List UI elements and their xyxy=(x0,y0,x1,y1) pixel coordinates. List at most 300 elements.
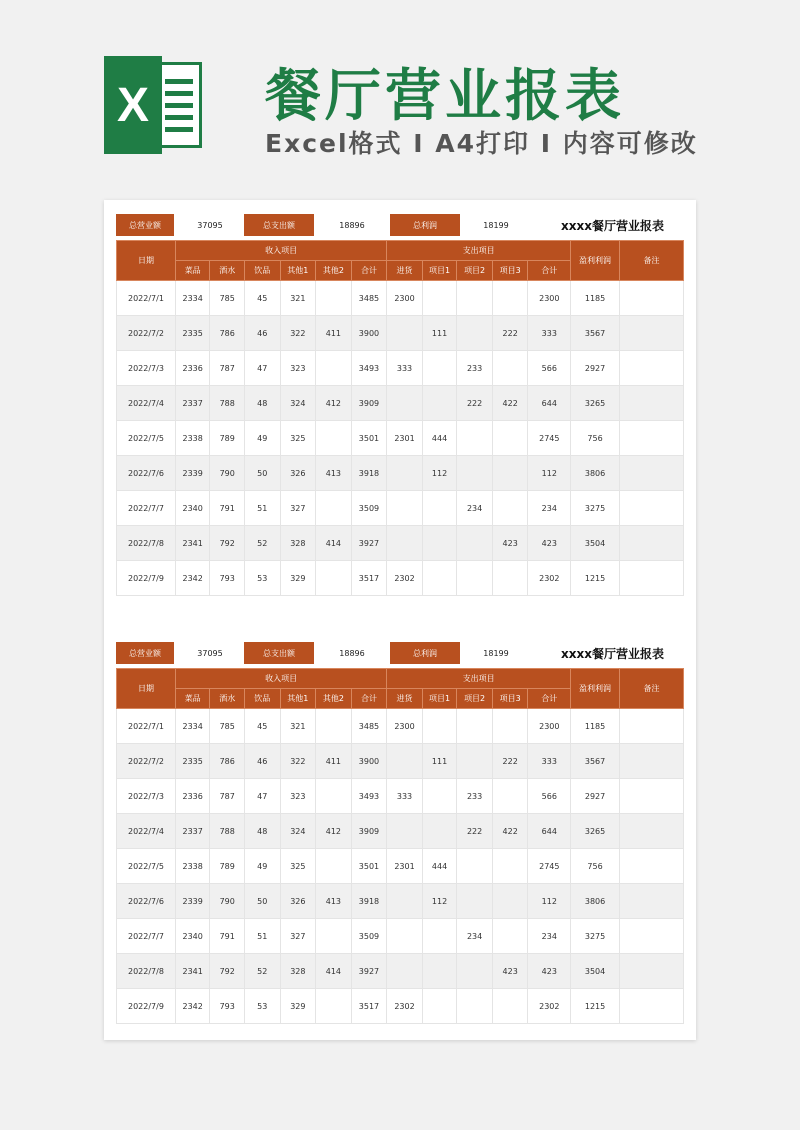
table-cell: 3265 xyxy=(571,386,620,421)
table-cell: 2022/7/7 xyxy=(117,919,176,954)
total-expense-value: 18896 xyxy=(339,648,365,658)
table-cell xyxy=(422,386,457,421)
table-cell xyxy=(619,386,683,421)
table-cell xyxy=(457,954,493,989)
table-row xyxy=(117,779,684,814)
table-cell: 3918 xyxy=(351,884,387,919)
table-cell: 2745 xyxy=(528,421,571,456)
table-cell: 644 xyxy=(528,814,571,849)
table-cell: 48 xyxy=(244,814,280,849)
table-cell: 2341 xyxy=(175,526,210,561)
table-cell xyxy=(457,561,493,596)
table-cell xyxy=(457,281,493,316)
table-cell: 323 xyxy=(280,351,316,386)
table-cell: 3493 xyxy=(351,351,387,386)
table-cell: 53 xyxy=(244,989,280,1024)
table-cell xyxy=(422,281,457,316)
table-cell: 2302 xyxy=(528,561,571,596)
table-cell: 792 xyxy=(210,526,245,561)
table-cell: 52 xyxy=(244,526,280,561)
table-cell: 566 xyxy=(528,351,571,386)
table-cell: 234 xyxy=(528,919,571,954)
table-cell: 786 xyxy=(210,744,245,779)
table-cell: 787 xyxy=(210,351,245,386)
table-cell xyxy=(422,351,457,386)
table-cell xyxy=(619,919,683,954)
table-cell xyxy=(316,351,352,386)
header-income-col: 合计 xyxy=(351,689,387,709)
table-cell: 3567 xyxy=(571,316,620,351)
table-cell: 791 xyxy=(210,491,245,526)
table-cell: 2300 xyxy=(528,281,571,316)
table-cell xyxy=(492,849,528,884)
table-cell: 329 xyxy=(280,989,316,1024)
table-cell: 756 xyxy=(571,849,620,884)
table-cell xyxy=(422,954,457,989)
table-cell xyxy=(457,709,493,744)
table-cell xyxy=(387,456,423,491)
table-cell: 3501 xyxy=(351,421,387,456)
table-row xyxy=(117,561,684,596)
table-cell: 785 xyxy=(210,709,245,744)
table-cell xyxy=(422,814,457,849)
table-cell xyxy=(316,919,352,954)
table-cell xyxy=(619,421,683,456)
table-cell: 1215 xyxy=(571,989,620,1024)
table-cell: 2022/7/8 xyxy=(117,954,176,989)
table-cell xyxy=(387,954,423,989)
table-cell: 325 xyxy=(280,849,316,884)
table-cell: 3509 xyxy=(351,491,387,526)
table-cell: 52 xyxy=(244,954,280,989)
table-cell: 327 xyxy=(280,919,316,954)
header-expense-group: 支出项目 xyxy=(387,241,571,261)
page-title: 餐厅营业报表 xyxy=(265,64,625,129)
table-cell: 786 xyxy=(210,316,245,351)
table-cell xyxy=(387,316,423,351)
table-cell xyxy=(387,919,423,954)
table-row xyxy=(117,456,684,491)
table-cell: 222 xyxy=(457,814,493,849)
table-cell xyxy=(387,526,423,561)
table-row xyxy=(117,281,684,316)
table-cell: 3485 xyxy=(351,281,387,316)
table-cell: 2334 xyxy=(175,281,210,316)
table-cell: 566 xyxy=(528,779,571,814)
table-cell: 785 xyxy=(210,281,245,316)
table-cell: 3806 xyxy=(571,456,620,491)
table-cell: 2927 xyxy=(571,351,620,386)
table-cell: 322 xyxy=(280,316,316,351)
header-income-group: 收入项目 xyxy=(175,669,386,689)
table-cell: 414 xyxy=(316,954,352,989)
table-row xyxy=(117,744,684,779)
page-subtitle: Excel格式 I A4打印 I 内容可修改 xyxy=(265,129,698,158)
total-profit-label: 总利润 xyxy=(390,214,460,236)
table-cell xyxy=(619,526,683,561)
table-cell: 111 xyxy=(422,316,457,351)
table-cell xyxy=(619,281,683,316)
header-income-col: 饮品 xyxy=(244,689,280,709)
table-cell xyxy=(492,281,528,316)
report-table xyxy=(116,668,684,1024)
table-cell: 327 xyxy=(280,491,316,526)
header-note: 备注 xyxy=(619,669,683,709)
table-cell: 2337 xyxy=(175,386,210,421)
table-cell: 53 xyxy=(244,561,280,596)
table-cell: 2022/7/6 xyxy=(117,884,176,919)
table-cell: 2302 xyxy=(387,561,423,596)
header-expense-col: 项目2 xyxy=(457,261,493,281)
table-cell: 2301 xyxy=(387,421,423,456)
table-cell: 2341 xyxy=(175,954,210,989)
header-expense-col: 进货 xyxy=(387,689,423,709)
table-cell: 3567 xyxy=(571,744,620,779)
table-cell: 333 xyxy=(387,351,423,386)
table-cell: 112 xyxy=(422,456,457,491)
table-cell xyxy=(457,884,493,919)
table-cell: 323 xyxy=(280,779,316,814)
header-income-col: 其他1 xyxy=(280,261,316,281)
table-cell: 234 xyxy=(528,491,571,526)
header-expense-col: 合计 xyxy=(528,261,571,281)
table-cell: 3509 xyxy=(351,919,387,954)
table-row xyxy=(117,386,684,421)
table-cell xyxy=(619,954,683,989)
table-cell xyxy=(619,709,683,744)
table-cell xyxy=(316,421,352,456)
table-cell xyxy=(492,989,528,1024)
table-cell: 2022/7/4 xyxy=(117,386,176,421)
table-cell xyxy=(422,919,457,954)
table-cell: 47 xyxy=(244,351,280,386)
table-cell: 2022/7/1 xyxy=(117,281,176,316)
table-cell: 3918 xyxy=(351,456,387,491)
table-row xyxy=(117,814,684,849)
table-cell: 2745 xyxy=(528,849,571,884)
table-cell xyxy=(387,386,423,421)
table-cell xyxy=(492,919,528,954)
table-cell: 2022/7/9 xyxy=(117,561,176,596)
table-cell xyxy=(422,561,457,596)
table-cell xyxy=(619,561,683,596)
table-cell xyxy=(316,779,352,814)
table-cell: 50 xyxy=(244,456,280,491)
table-cell: 423 xyxy=(492,526,528,561)
table-cell: 45 xyxy=(244,281,280,316)
table-cell: 2302 xyxy=(387,989,423,1024)
header-income-group: 收入项目 xyxy=(175,241,386,261)
table-cell: 2340 xyxy=(175,491,210,526)
total-expense-value: 18896 xyxy=(339,220,365,230)
table-cell: 326 xyxy=(280,884,316,919)
table-cell xyxy=(316,709,352,744)
table-cell: 2022/7/9 xyxy=(117,989,176,1024)
table-cell: 329 xyxy=(280,561,316,596)
table-cell: 234 xyxy=(457,491,493,526)
table-cell xyxy=(492,709,528,744)
table-cell: 444 xyxy=(422,849,457,884)
table-cell: 46 xyxy=(244,316,280,351)
table-cell: 49 xyxy=(244,421,280,456)
table-cell xyxy=(387,491,423,526)
header-income-col: 其他2 xyxy=(316,261,352,281)
table-cell: 793 xyxy=(210,561,245,596)
table-cell xyxy=(619,989,683,1024)
table-cell: 328 xyxy=(280,954,316,989)
table-cell xyxy=(316,491,352,526)
table-cell: 789 xyxy=(210,421,245,456)
table-cell: 2335 xyxy=(175,744,210,779)
table-cell xyxy=(619,849,683,884)
table-cell: 234 xyxy=(457,919,493,954)
table-cell: 3265 xyxy=(571,814,620,849)
table-cell: 324 xyxy=(280,814,316,849)
table-cell: 411 xyxy=(316,316,352,351)
total-profit-value: 18199 xyxy=(483,220,509,230)
table-cell: 112 xyxy=(422,884,457,919)
table-cell: 2337 xyxy=(175,814,210,849)
table-cell: 3517 xyxy=(351,561,387,596)
table-cell xyxy=(492,779,528,814)
table-cell: 2022/7/2 xyxy=(117,744,176,779)
table-cell xyxy=(492,561,528,596)
report-title: xxxx餐厅营业报表 xyxy=(561,218,664,233)
table-row xyxy=(117,526,684,561)
table-cell: 2340 xyxy=(175,919,210,954)
table-cell xyxy=(316,281,352,316)
table-cell xyxy=(457,744,493,779)
table-cell xyxy=(492,884,528,919)
table-cell: 222 xyxy=(457,386,493,421)
table-cell: 51 xyxy=(244,919,280,954)
table-cell: 2022/7/5 xyxy=(117,849,176,884)
table-cell xyxy=(457,421,493,456)
table-cell: 756 xyxy=(571,421,620,456)
header-expense-col: 项目3 xyxy=(492,261,528,281)
table-cell: 2338 xyxy=(175,421,210,456)
header-income-col: 酒水 xyxy=(210,261,245,281)
table-row xyxy=(117,989,684,1024)
table-cell xyxy=(619,316,683,351)
table-row xyxy=(117,849,684,884)
table-cell: 2302 xyxy=(528,989,571,1024)
header-expense-col: 合计 xyxy=(528,689,571,709)
report-block xyxy=(116,642,684,1024)
header-note: 备注 xyxy=(619,241,683,281)
table-cell: 1185 xyxy=(571,281,620,316)
table-cell: 222 xyxy=(492,744,528,779)
total-profit-value: 18199 xyxy=(483,648,509,658)
table-cell: 2334 xyxy=(175,709,210,744)
table-cell: 413 xyxy=(316,884,352,919)
table-cell xyxy=(619,491,683,526)
table-cell: 790 xyxy=(210,884,245,919)
header-expense-col: 项目1 xyxy=(422,689,457,709)
table-cell: 3517 xyxy=(351,989,387,1024)
table-cell: 411 xyxy=(316,744,352,779)
table-cell: 2338 xyxy=(175,849,210,884)
table-cell: 51 xyxy=(244,491,280,526)
table-cell: 3275 xyxy=(571,491,620,526)
table-cell xyxy=(619,779,683,814)
summary-bar xyxy=(116,214,684,236)
total-revenue-value: 37095 xyxy=(197,220,223,230)
table-cell: 2022/7/3 xyxy=(117,351,176,386)
table-cell: 328 xyxy=(280,526,316,561)
table-cell: 2300 xyxy=(387,709,423,744)
table-cell: 3927 xyxy=(351,954,387,989)
table-cell: 112 xyxy=(528,884,571,919)
table-cell: 322 xyxy=(280,744,316,779)
table-cell: 413 xyxy=(316,456,352,491)
header-income-col: 其他2 xyxy=(316,689,352,709)
table-cell: 2336 xyxy=(175,779,210,814)
table-cell: 2022/7/4 xyxy=(117,814,176,849)
table-cell: 2335 xyxy=(175,316,210,351)
table-cell xyxy=(619,884,683,919)
table-cell xyxy=(457,849,493,884)
header-profit: 盈利利润 xyxy=(571,241,620,281)
header-date: 日期 xyxy=(117,669,176,709)
table-cell xyxy=(422,491,457,526)
report-table xyxy=(116,240,684,596)
table-cell: 3504 xyxy=(571,954,620,989)
table-cell: 3909 xyxy=(351,386,387,421)
table-cell: 2342 xyxy=(175,561,210,596)
table-cell: 790 xyxy=(210,456,245,491)
table-cell: 233 xyxy=(457,351,493,386)
table-cell: 2300 xyxy=(528,709,571,744)
table-cell: 2022/7/5 xyxy=(117,421,176,456)
table-cell: 644 xyxy=(528,386,571,421)
table-cell: 788 xyxy=(210,814,245,849)
summary-bar xyxy=(116,642,684,664)
table-cell: 2022/7/6 xyxy=(117,456,176,491)
table-cell: 791 xyxy=(210,919,245,954)
table-cell: 49 xyxy=(244,849,280,884)
table-cell xyxy=(316,989,352,1024)
table-cell: 2022/7/1 xyxy=(117,709,176,744)
table-cell: 792 xyxy=(210,954,245,989)
table-cell: 222 xyxy=(492,316,528,351)
table-cell xyxy=(422,709,457,744)
table-cell: 48 xyxy=(244,386,280,421)
table-cell xyxy=(422,779,457,814)
table-cell: 423 xyxy=(528,954,571,989)
table-cell: 45 xyxy=(244,709,280,744)
table-cell: 422 xyxy=(492,386,528,421)
table-cell: 3501 xyxy=(351,849,387,884)
excel-logo-letter: X xyxy=(104,56,162,154)
table-cell: 2022/7/3 xyxy=(117,779,176,814)
table-cell: 787 xyxy=(210,779,245,814)
table-cell: 2339 xyxy=(175,884,210,919)
header-expense-col: 项目2 xyxy=(457,689,493,709)
table-cell: 412 xyxy=(316,814,352,849)
table-row xyxy=(117,919,684,954)
table-cell xyxy=(492,421,528,456)
table-cell xyxy=(619,744,683,779)
header-income-col: 菜品 xyxy=(175,689,210,709)
table-cell: 3900 xyxy=(351,744,387,779)
total-revenue-label: 总营业额 xyxy=(116,642,174,664)
table-cell: 788 xyxy=(210,386,245,421)
table-cell: 423 xyxy=(528,526,571,561)
table-cell: 3927 xyxy=(351,526,387,561)
table-row xyxy=(117,351,684,386)
table-cell: 326 xyxy=(280,456,316,491)
table-cell: 321 xyxy=(280,709,316,744)
total-revenue-value: 37095 xyxy=(197,648,223,658)
table-cell: 3275 xyxy=(571,919,620,954)
header-date: 日期 xyxy=(117,241,176,281)
table-cell xyxy=(619,814,683,849)
table-cell: 321 xyxy=(280,281,316,316)
header-profit: 盈利利润 xyxy=(571,669,620,709)
table-cell: 324 xyxy=(280,386,316,421)
table-cell: 3806 xyxy=(571,884,620,919)
table-cell: 2339 xyxy=(175,456,210,491)
table-cell: 46 xyxy=(244,744,280,779)
table-cell: 423 xyxy=(492,954,528,989)
table-cell xyxy=(492,491,528,526)
table-row xyxy=(117,709,684,744)
table-cell: 111 xyxy=(422,744,457,779)
excel-logo-icon xyxy=(104,56,204,154)
header-income-col: 合计 xyxy=(351,261,387,281)
table-cell: 333 xyxy=(528,744,571,779)
table-row xyxy=(117,316,684,351)
table-cell: 333 xyxy=(528,316,571,351)
table-cell: 2022/7/2 xyxy=(117,316,176,351)
table-cell: 789 xyxy=(210,849,245,884)
table-cell: 422 xyxy=(492,814,528,849)
table-cell xyxy=(619,351,683,386)
header-expense-group: 支出项目 xyxy=(387,669,571,689)
table-cell: 412 xyxy=(316,386,352,421)
table-cell: 2927 xyxy=(571,779,620,814)
table-cell xyxy=(619,456,683,491)
table-cell: 325 xyxy=(280,421,316,456)
table-cell xyxy=(387,814,423,849)
table-row xyxy=(117,491,684,526)
header-income-col: 其他1 xyxy=(280,689,316,709)
table-cell xyxy=(316,561,352,596)
header-income-col: 酒水 xyxy=(210,689,245,709)
table-row xyxy=(117,954,684,989)
table-cell: 414 xyxy=(316,526,352,561)
table-cell: 3493 xyxy=(351,779,387,814)
table-cell xyxy=(492,351,528,386)
table-cell xyxy=(457,526,493,561)
table-cell: 1185 xyxy=(571,709,620,744)
total-revenue-label: 总营业额 xyxy=(116,214,174,236)
table-row xyxy=(117,884,684,919)
table-cell: 3485 xyxy=(351,709,387,744)
table-cell: 2342 xyxy=(175,989,210,1024)
table-cell: 47 xyxy=(244,779,280,814)
table-cell: 2301 xyxy=(387,849,423,884)
table-cell xyxy=(457,989,493,1024)
table-cell: 444 xyxy=(422,421,457,456)
total-expense-label: 总支出额 xyxy=(244,642,314,664)
table-row xyxy=(117,421,684,456)
table-cell: 3900 xyxy=(351,316,387,351)
table-cell: 112 xyxy=(528,456,571,491)
table-cell xyxy=(457,456,493,491)
table-cell: 3504 xyxy=(571,526,620,561)
